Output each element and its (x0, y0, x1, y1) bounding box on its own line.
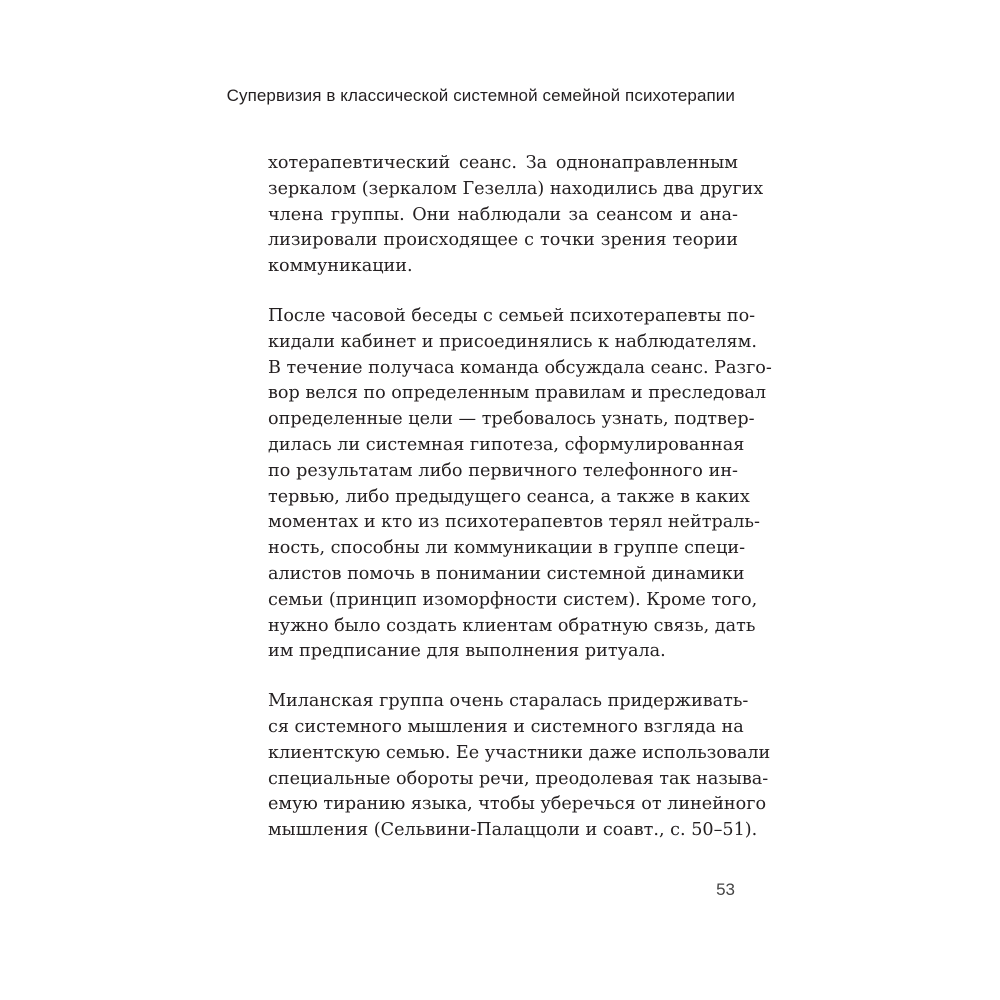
text-line: После часовой беседы с семьей психотерапевты по- (268, 305, 756, 326)
text-line: лизировали происходящее с точки зрения теории (268, 230, 738, 251)
text-line: хотерапевтический сеанс. За однонаправленным (268, 153, 738, 173)
text-line: члена группы. Они наблюдали за сеансом и ана- (268, 204, 738, 225)
text-line: нужно было создать клиентам обратную связь, дать (268, 615, 756, 636)
text-line: емую тиранию языка, чтобы уберечься от линейного (268, 794, 767, 815)
body-text (268, 151, 772, 868)
text-line: коммуникации. (268, 256, 413, 277)
text-line: тервью, либо предыдущего сеанса, а также в каких (268, 486, 750, 507)
text-line: алистов помочь в понимании системной динамики (268, 563, 745, 584)
text-line: семьи (принцип изоморфности систем). Кроме того, (268, 589, 758, 610)
text-line: им предписание для выполнения ритуала. (268, 641, 666, 662)
text-line: моментах и кто из психотерапевтов терял нейтраль- (268, 512, 760, 533)
text-line: по результатам либо первичного телефонного ин- (268, 460, 738, 481)
paragraph-1 (268, 151, 764, 280)
page-number: 53 (716, 880, 735, 899)
text-line: кидали кабинет и присоединялись к наблюдателям. (268, 331, 757, 352)
text-line: Миланская группа очень старалась придерживать- (268, 691, 749, 712)
text-line: ность, способны ли коммуникации в группе специ- (268, 538, 746, 559)
text-line: клиентскую семью. Ее участники даже использовали (268, 742, 771, 763)
text-line: ся системного мышления и системного взгляда на (268, 716, 744, 737)
running-header: Супервизия в классической системной семейной психотерапии (226, 86, 735, 105)
text-line: зеркалом (зеркалом Гезелла) находились два других (268, 178, 764, 199)
text-line: специальные обороты речи, преодолевая так называ- (268, 768, 769, 789)
paragraph-3 (268, 689, 771, 844)
text-line: определенные цели — требовалось узнать, подтвер- (268, 409, 755, 430)
text-line: вор велся по определенным правилам и преследовал (268, 383, 767, 404)
paragraph-2 (268, 304, 772, 665)
text-line: дилась ли системная гипотеза, сформулированная (268, 434, 745, 455)
text-line: мышления (Сельвини-Палаццоли и соавт., с. 50–51). (268, 820, 758, 841)
text-line: В течение получаса команда обсуждала сеанс. Разго- (268, 357, 772, 378)
